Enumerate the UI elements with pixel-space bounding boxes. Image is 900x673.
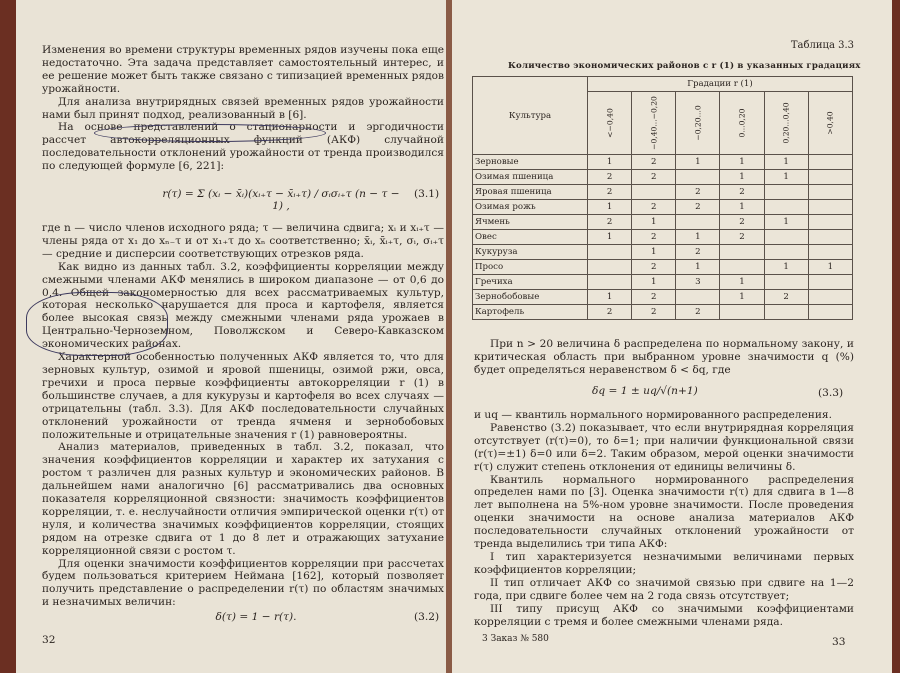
table-cell: 2 [720, 215, 764, 230]
table-cell: 2 [676, 305, 720, 320]
table-cell [720, 260, 764, 275]
table-row [473, 170, 853, 185]
table-cell [676, 290, 720, 305]
table-cell: 2 [632, 230, 676, 245]
table-cell [808, 290, 852, 305]
paragraph: Для оценки значимости коэффициентов корреляции при рассчетах будем пользоваться критерием Неймана [162], который позволяет получить представление о распределении r(τ) по областям значимых и незначимых величин: [42, 557, 444, 609]
table-cell [588, 260, 632, 275]
table-row [473, 185, 853, 200]
table-header-crop: Культура [473, 77, 588, 155]
table-column-header [808, 92, 852, 155]
table-cell [764, 185, 808, 200]
paragraph: I тип характеризуется незначимыми величинами первых коэффициентов корреляции; [474, 550, 854, 576]
table-cell: 1 [632, 215, 676, 230]
table-cell [676, 170, 720, 185]
crop-name: Просо [473, 260, 588, 275]
table-cell: 2 [588, 215, 632, 230]
table-cell: 2 [632, 170, 676, 185]
formula-3-3: δq = 1 ± uq/√(n+1) [592, 385, 698, 397]
right-text-block-1 [474, 338, 854, 377]
table-caption: Количество экономических районов с r (1) в указанных градациях [508, 61, 861, 71]
column-label: 0,20...0,40 [781, 102, 791, 144]
table-row [473, 155, 853, 170]
table-cell [808, 155, 852, 170]
table-row [473, 260, 853, 275]
table-cell: 1 [720, 200, 764, 215]
table-cell: 1 [588, 230, 632, 245]
column-label: 0...0,20 [737, 108, 747, 138]
crop-name: Зернобобовые [473, 290, 588, 305]
table-row [473, 305, 853, 320]
table-cell: 2 [588, 305, 632, 320]
pen-annotation-oval [94, 124, 326, 142]
table-label: Таблица 3.3 [790, 40, 854, 51]
column-label: >0,40 [825, 111, 835, 135]
table-cell: 1 [588, 290, 632, 305]
table-cell [808, 215, 852, 230]
left-text-block-1 [42, 44, 444, 173]
paragraph: Для анализа внутрирядных связей временных рядов урожайности нами был принят подход, реализованный в [6]. [42, 95, 444, 121]
formula-3-1: r(τ) = Σ (xᵢ − x̄ᵢ)(xᵢ₊τ − x̄ᵢ₊τ) / σᵢσᵢ₊τ (n − τ − 1) , [162, 188, 400, 212]
table-cell [808, 245, 852, 260]
table-cell [764, 275, 808, 290]
paragraph: Характерной особенностью полученных АКФ является то, что для зерновых культур, озимой и яровой пшеницы, озимой ржи, овса, гречихи и проса первые коэффициенты автокорреляции r (1) в большинстве случаев, а для кукурузы и картофеля во всех случаях — отрицательны (табл. 3.3). Для АКФ последовательности случайных отклонений урожайности от тренда ячменя и зернобобовых положительные и отрицательные значения r (1) равновероятны. [42, 351, 444, 441]
formula-3-2: δ(τ) = 1 − r(τ). [215, 611, 297, 623]
table-cell: 3 [676, 275, 720, 290]
table-row [473, 275, 853, 290]
left-text-block-2 [42, 222, 444, 609]
crop-name: Овес [473, 230, 588, 245]
table-cell [808, 275, 852, 290]
table-cell: 2 [632, 200, 676, 215]
right-page [452, 0, 892, 673]
table-cell [808, 200, 852, 215]
crop-name: Гречиха [473, 275, 588, 290]
table-cell: 1 [720, 290, 764, 305]
table-header-group: Градации r (1) [588, 77, 853, 92]
pen-annotation-oval [26, 292, 168, 356]
table-cell: 1 [588, 200, 632, 215]
table-cell: 2 [632, 155, 676, 170]
paragraph: Изменения во времени структуры временных рядов изучены пока еще недостаточно. Эта задача представляет самостоятельный интерес, и ее решение может быть также связано с типизацией временных рядов урожайности. [42, 44, 444, 95]
table-cell: 1 [632, 245, 676, 260]
table-cell: 2 [632, 305, 676, 320]
table-cell: 1 [676, 260, 720, 275]
crop-name: Ячмень [473, 215, 588, 230]
table-row [473, 215, 853, 230]
equation-number: (3.3) [818, 387, 844, 399]
paragraph: При n > 20 величина δ распределена по нормальному закону, и критическая область при выбранном уровне значимости q (%) будет определяться неравенством δ < δq, где [474, 338, 854, 376]
right-text-block-2 [474, 409, 854, 628]
table-cell [808, 230, 852, 245]
paragraph: Квантиль нормального нормированного распределения определен нами по [3]. Оценка значимости r(τ) для сдвига в 1—8 лет выполнена на 5%-ном уровне значимости. После проведения оценки значимости на основе анализа материалов АКФ последовательности случайных отклонений урожайности от тренда выделились три типа АКФ: [474, 473, 854, 551]
table-cell [764, 230, 808, 245]
data-table [472, 76, 853, 320]
crop-name: Картофель [473, 305, 588, 320]
table-cell [808, 185, 852, 200]
table-cell: 1 [720, 275, 764, 290]
crop-name: Зерновые [473, 155, 588, 170]
equation-number: (3.1) [414, 188, 440, 200]
table-cell: 2 [632, 290, 676, 305]
table-cell [808, 170, 852, 185]
table-column-header [588, 92, 632, 155]
table-cell [720, 245, 764, 260]
table-cell [764, 245, 808, 260]
paragraph: Анализ материалов, приведенных в табл. 3.2, показал, что значения коэффициентов корреляции и характер их затухания с ростом τ различен для разных культур и экономических районов. В дальнейшем нами аналогично [6] рассматривались два основных показателя корреляционной связности: значимость коэффициентов корреляции, т. е. неслучайности отличия эмпирической оценки r(τ) от нуля, и количества значимых коэффициентов корреляции, стоящих рядом на отрезке сдвига от 1 до 8 лет и отражающих затухание корреляционной связи с ростом τ. [42, 441, 444, 557]
table-cell: 1 [764, 215, 808, 230]
table-cell: 1 [676, 230, 720, 245]
table-cell: 2 [632, 260, 676, 275]
table-cell [764, 305, 808, 320]
table-row [473, 230, 853, 245]
table-row [473, 290, 853, 305]
table-column-header [764, 92, 808, 155]
page-number: 32 [42, 634, 56, 646]
page-number: 33 [832, 636, 846, 648]
table-column-header [632, 92, 676, 155]
table-cell: 1 [720, 170, 764, 185]
table-cell: 1 [764, 155, 808, 170]
table-cell: 2 [720, 185, 764, 200]
column-label: −0,40...−0,20 [649, 96, 659, 150]
paragraph: и uq — квантиль нормального нормированного распределения. [474, 409, 832, 421]
table-cell [588, 245, 632, 260]
table-cell: 1 [632, 275, 676, 290]
column-label: −0,20...0 [693, 105, 703, 141]
table-cell: 2 [720, 230, 764, 245]
table-cell: 1 [676, 155, 720, 170]
paragraph: На основе представлений о стационарности и эргодичности рассчет автокорреляционных функций (АКФ) случайной последовательности отклонений урожайности от тренда производился по следующей формуле [6, 221]: [42, 121, 444, 173]
table-cell: 1 [764, 170, 808, 185]
paragraph: Как видно из данных табл. 3.2, коэффициенты корреляции между смежными членами АКФ менялись в широком диапазоне — от 0,6 до 0,4. Общей закономерностью для всех рассматриваемых культур, которая несколько нарушается для проса и картофеля, является более высокая связь между смежными членами ряда урожаев в Центрально-Черноземном, Поволжском и Северо-Кавказском экономических районах. [42, 260, 444, 351]
table-cell [632, 185, 676, 200]
table-row [473, 245, 853, 260]
table-cell: 2 [588, 170, 632, 185]
table-cell [808, 305, 852, 320]
paragraph: II тип отличает АКФ со значимой связью при сдвиге на 1—2 года, при сдвиге более чем на 2 года связь отсутствует; [474, 576, 854, 602]
table-cell: 2 [764, 290, 808, 305]
table-cell [588, 275, 632, 290]
printer-footer: 3 Заказ № 580 [482, 634, 549, 644]
table-cell: 2 [676, 200, 720, 215]
table-cell: 2 [676, 185, 720, 200]
left-page [16, 0, 446, 673]
table-cell: 1 [588, 155, 632, 170]
paragraph: где n — число членов исходного ряда; τ — величина сдвига; xᵢ и xᵢ₊τ — члены ряда от x₁ до xₙ₋τ и от x₁₊τ до xₙ соответственно; x̄ᵢ, x̄ᵢ₊τ, σᵢ, σᵢ₊τ — средние и дисперсии соответствующих отрезков ряда. [42, 222, 444, 260]
crop-name: Озимая рожь [473, 200, 588, 215]
table-cell [676, 215, 720, 230]
table-cell: 1 [720, 155, 764, 170]
table-column-header [676, 92, 720, 155]
crop-name: Яровая пшеница [473, 185, 588, 200]
table-cell: 2 [676, 245, 720, 260]
table-column-header [720, 92, 764, 155]
table-cell [720, 305, 764, 320]
table-cell: 2 [588, 185, 632, 200]
table-row [473, 200, 853, 215]
crop-name: Озимая пшеница [473, 170, 588, 185]
equation-number: (3.2) [414, 611, 440, 623]
crop-name: Кукуруза [473, 245, 588, 260]
table-cell [764, 200, 808, 215]
column-label: <−0,40 [605, 108, 615, 138]
paragraph: Равенство (3.2) показывает, что если внутрирядная корреляция отсутствует (r(τ)=0), то δ=1; при наличии функциональной связи (r(τ)=±1) δ=0 или δ=2. Таким образом, мерой оценки значимости r(τ) служит степень отклонения от единицы величины δ. [474, 421, 854, 473]
table-cell: 1 [808, 260, 852, 275]
table-cell: 1 [764, 260, 808, 275]
paragraph: III типу присущ АКФ со значимыми коэффициентами корреляции с тремя и более смежными членами ряда. [474, 602, 854, 628]
